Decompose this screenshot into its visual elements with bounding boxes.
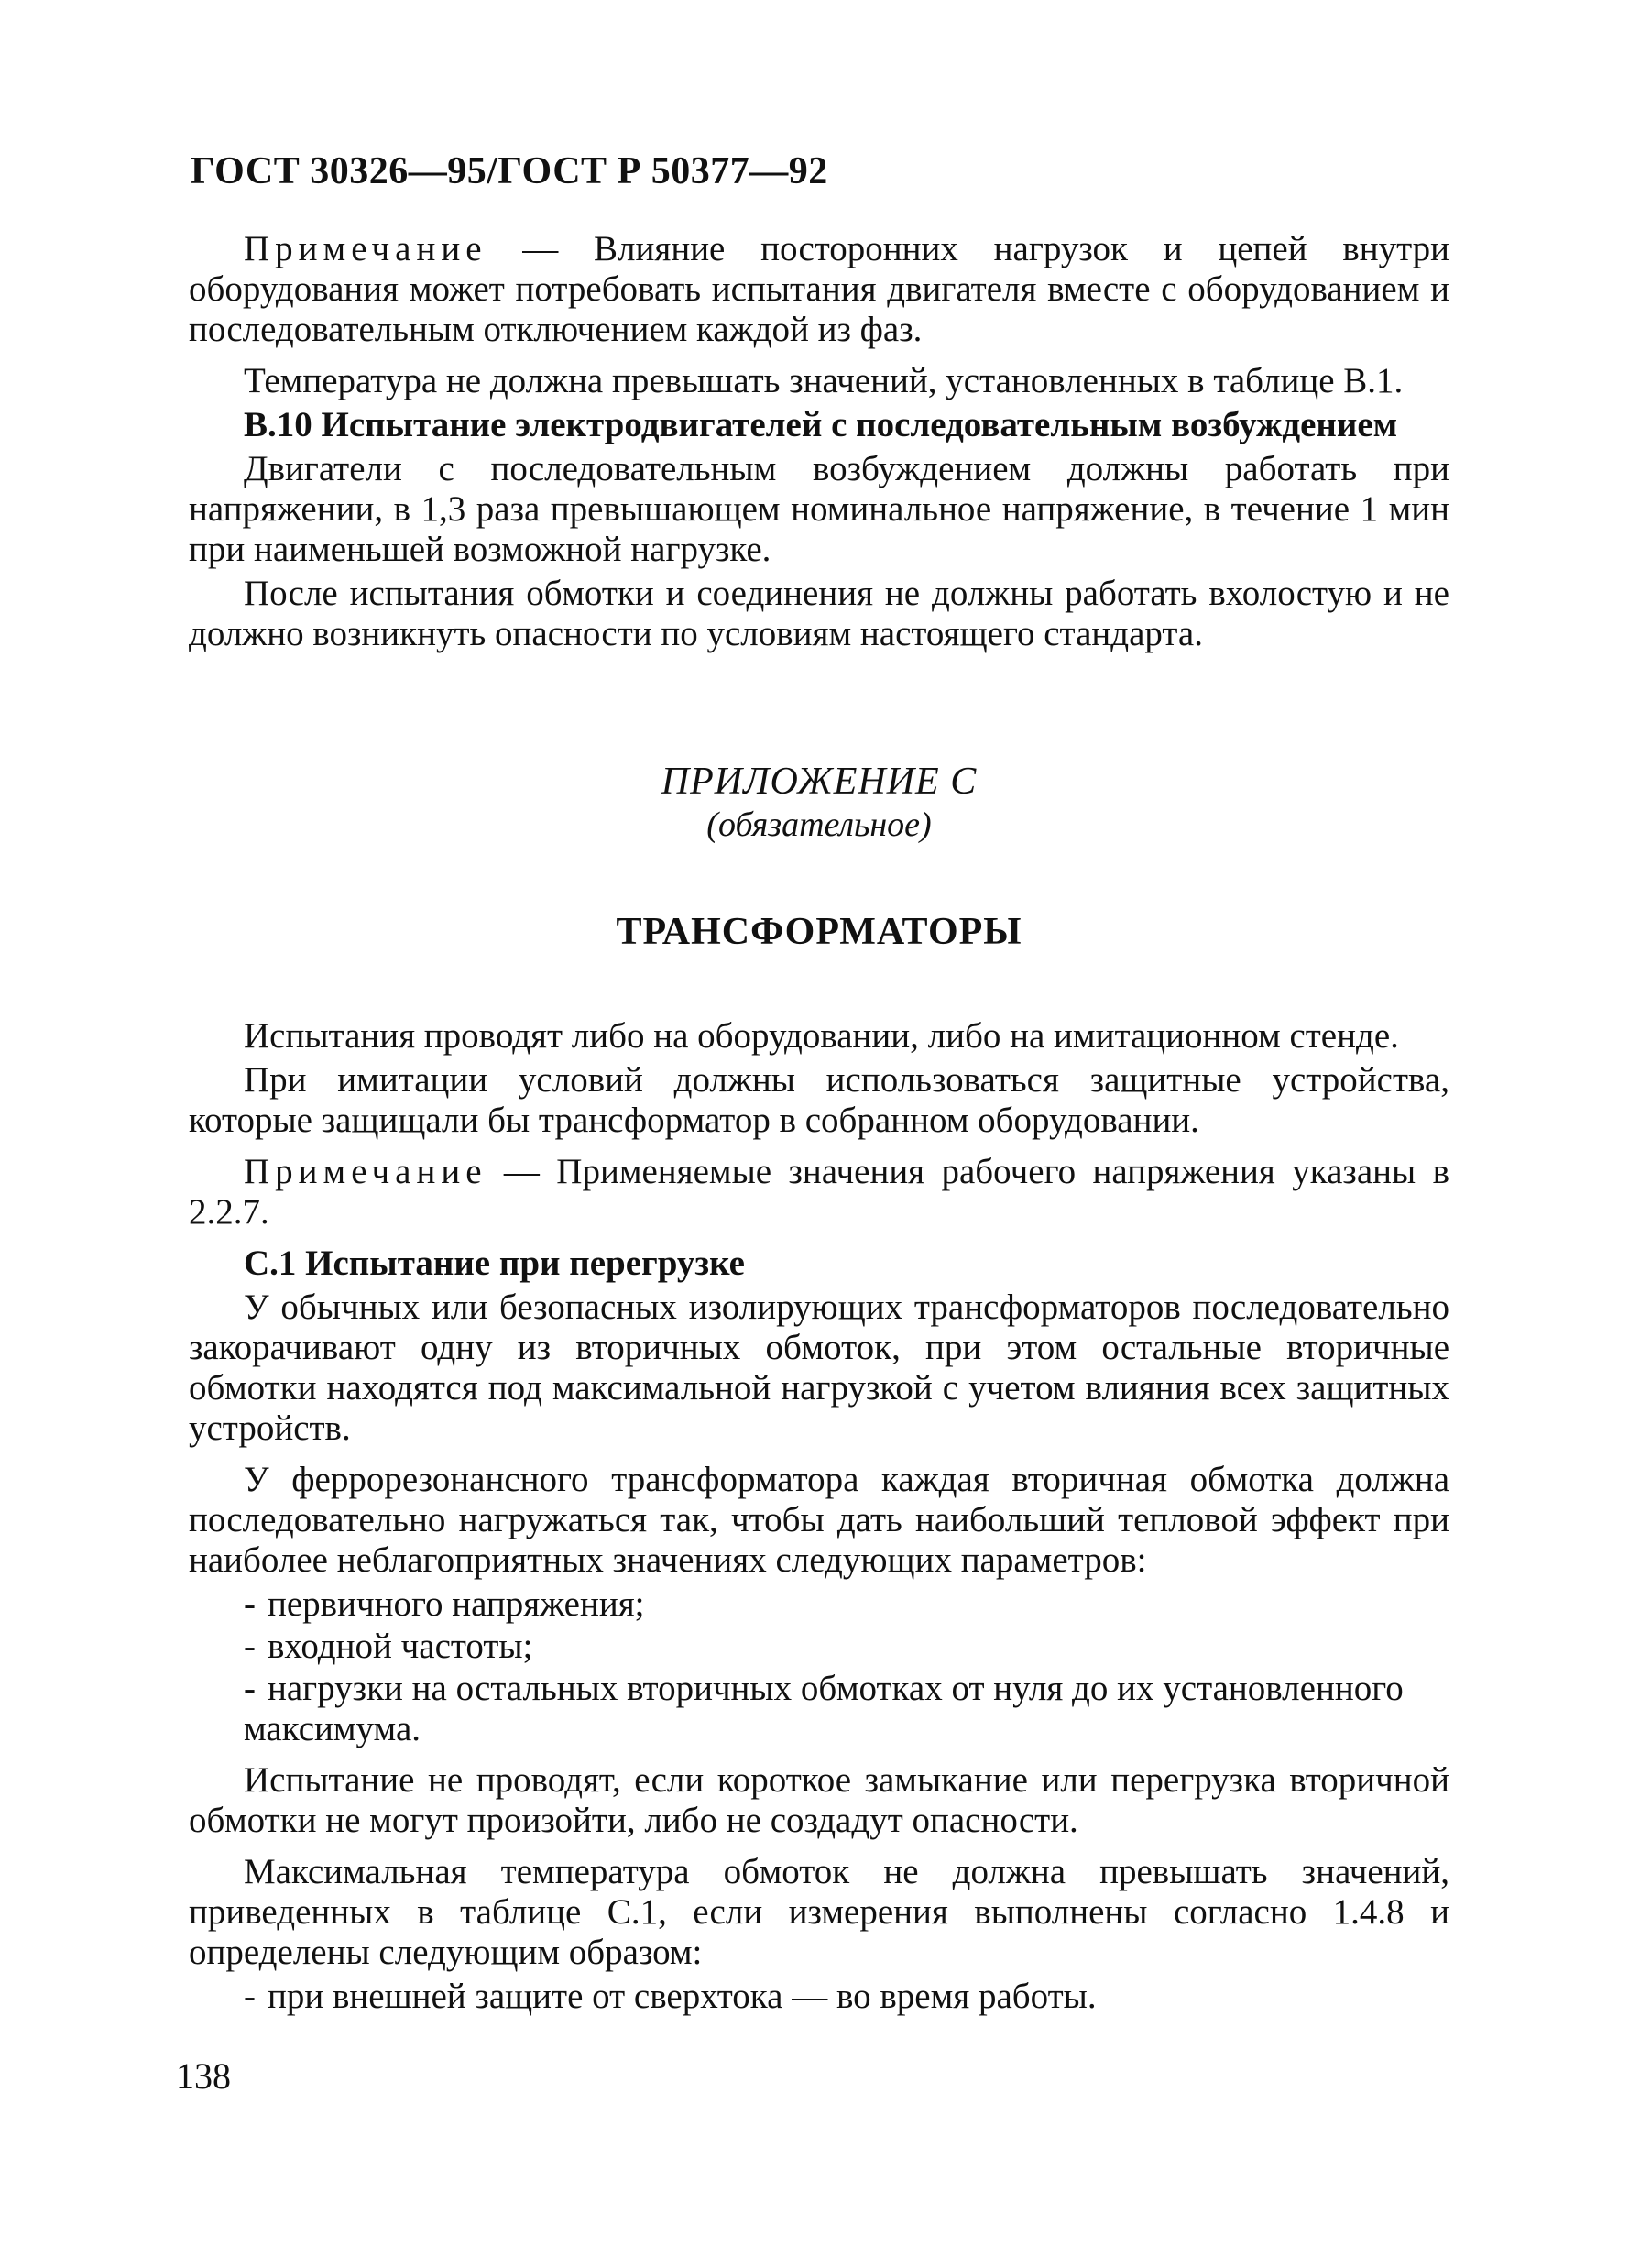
list-item-text: нагрузки на остальных вторичных обмотках от нуля до их установленного максимума. bbox=[244, 1669, 1404, 1748]
section-title: ТРАНСФОРМАТОРЫ bbox=[616, 911, 1022, 953]
note-text: — Влияние посторонних нагрузок и цепей внутри оборудования может потребовать испытания двигателя вместе с оборудованием и последовательным отключением каждой из фаз. bbox=[189, 229, 1449, 349]
section-b10-heading: В.10 Испытание электродвигателей с последовательным возбуждением bbox=[244, 405, 1398, 444]
list-item-text: входной частоты; bbox=[268, 1627, 533, 1666]
appendix-title: ПРИЛОЖЕНИЕ С bbox=[661, 761, 978, 803]
page-number: 138 bbox=[176, 2055, 231, 2097]
note-label: Примечание bbox=[244, 229, 487, 268]
section-c1-heading: С.1 Испытание при перегрузке bbox=[244, 1244, 745, 1283]
document-body bbox=[189, 229, 1449, 2019]
section-c1-paragraph-3: Испытание не проводят, если короткое замыкание или перегрузка вторичной обмотки не могут произойти, либо не создадут опасности. bbox=[189, 1760, 1449, 1840]
section-b10-paragraph-2: После испытания обмотки и соединения не должны работать вхолостую и не должно возникнуть опасности по условиям настоящего стандарта. bbox=[189, 574, 1449, 653]
appendix-subtitle: (обязательное) bbox=[706, 805, 932, 844]
note-paragraph bbox=[189, 229, 1449, 350]
appendix-note-text: — Применяемые значения рабочего напряжения указаны в 2.2.7. bbox=[189, 1152, 1449, 1232]
section-b10-paragraph-1: Двигатели с последовательным возбуждением должны работать при напряжении, в 1,3 раза превышающем номинальное напряжение, в течение 1 мин при наименьшей возможной нагрузке. bbox=[189, 449, 1449, 569]
list-item: - первичного напряжения; bbox=[244, 1584, 645, 1624]
list-item: - нагрузки на остальных вторичных обмотках от нуля до их установленного максимума. bbox=[244, 1669, 1404, 1748]
section-c1-paragraph-2: У феррорезонансного трансформатора каждая вторичная обмотка должна последовательно нагружаться так, чтобы дать наибольший тепловой эффект при наиболее неблагоприятных значениях следующих параметров: bbox=[189, 1460, 1449, 1580]
list-item: - входной частоты; bbox=[244, 1627, 533, 1666]
appendix-paragraph-1: Испытания проводят либо на оборудовании, либо на имитационном стенде. bbox=[244, 1016, 1399, 1056]
section-c1-paragraph-4: Максимальная температура обмоток не должна превышать значений, приведенных в таблице С.1, если измерения выполнены согласно 1.4.8 и определены следующим образом: bbox=[189, 1852, 1449, 1972]
list-item-text: первичного напряжения; bbox=[268, 1584, 645, 1624]
section-c1-paragraph-1: У обычных или безопасных изолирующих трансформаторов последовательно закорачивают одну из вторичных обмоток, при этом остальные вторичные обмотки находятся под максимальной нагрузкой с учетом влияния всех защитных устройств. bbox=[189, 1287, 1449, 1448]
standard-code-header: ГОСТ 30326—95/ГОСТ Р 50377—92 bbox=[191, 150, 828, 192]
temperature-paragraph: Температура не должна превышать значений, установленных в таблице В.1. bbox=[244, 361, 1404, 400]
appendix-note bbox=[189, 1152, 1449, 1233]
list-item-text: при внешней защите от сверхтока — во время работы. bbox=[268, 1977, 1097, 2016]
list-item: - при внешней защите от сверхтока — во время работы. bbox=[244, 1977, 1097, 2016]
appendix-paragraph-2: При имитации условий должны использоваться защитные устройства, которые защищали бы трансформатор в собранном оборудовании. bbox=[189, 1060, 1449, 1140]
appendix-note-label: Примечание bbox=[244, 1152, 487, 1191]
